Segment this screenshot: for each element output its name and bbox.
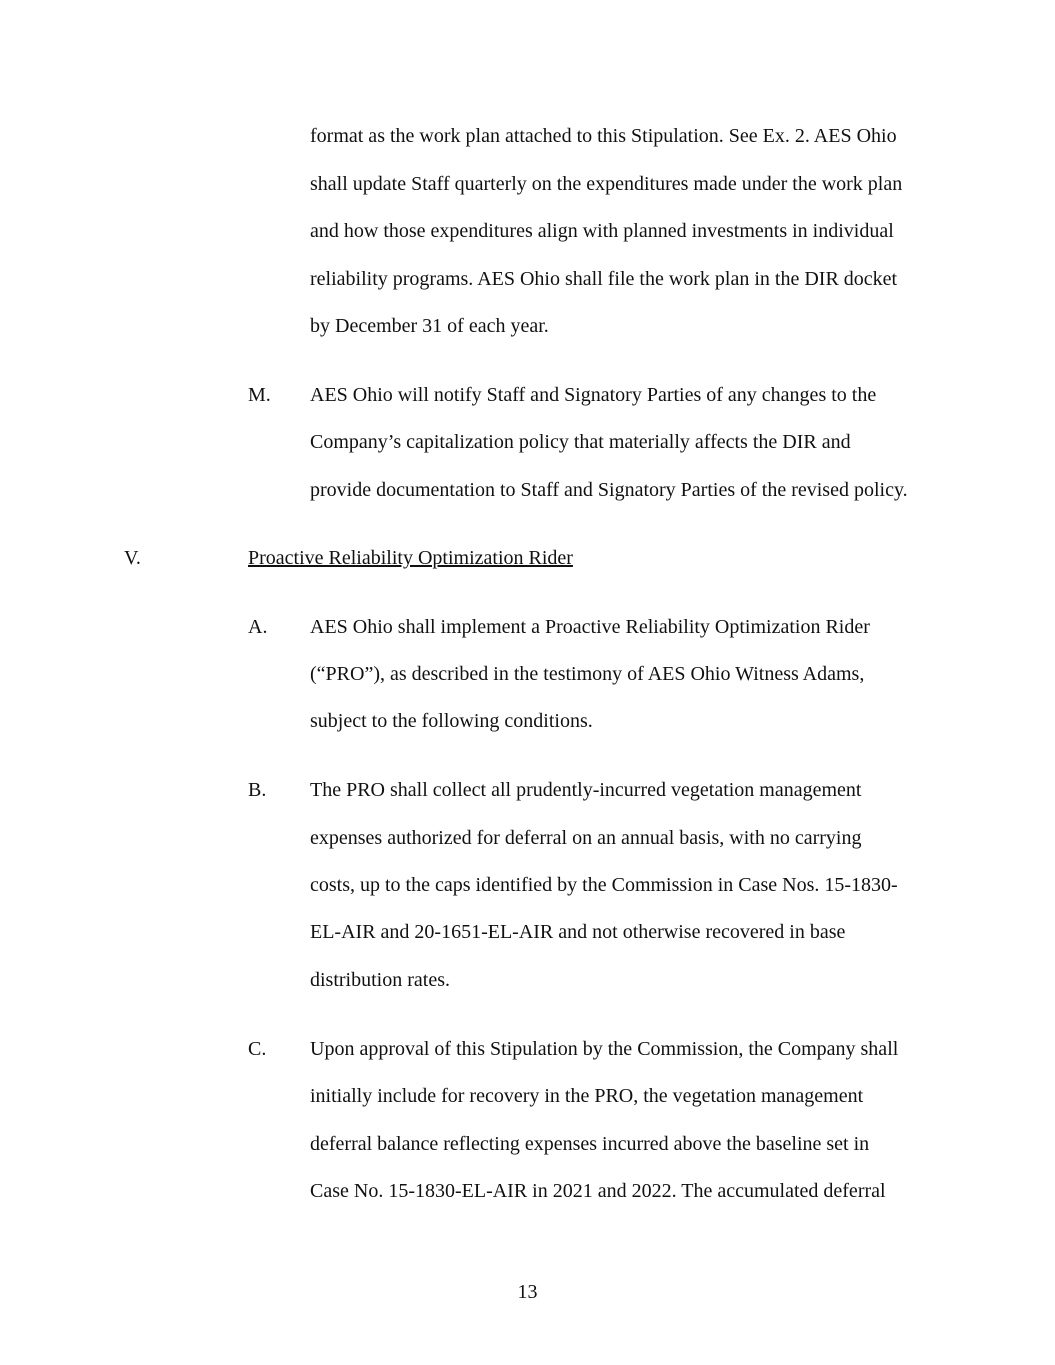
section-title: Proactive Reliability Optimization Rider xyxy=(248,547,573,569)
text-line: subject to the following conditions. xyxy=(310,710,593,732)
text-line: distribution rates. xyxy=(310,969,450,991)
item-marker: A. xyxy=(248,616,268,638)
text-line: shall update Staff quarterly on the expenditures made under the work plan xyxy=(310,173,903,195)
text-line: (“PRO”), as described in the testimony of AES Ohio Witness Adams, xyxy=(310,663,865,685)
text-line: Company’s capitalization policy that materially affects the DIR and xyxy=(310,431,851,453)
text-line: expenses authorized for deferral on an annual basis, with no carrying xyxy=(310,827,862,849)
text-line: The PRO shall collect all prudently-incurred vegetation management xyxy=(310,779,862,801)
text-line: costs, up to the caps identified by the Commission in Case Nos. 15-1830- xyxy=(310,874,898,896)
text-line: provide documentation to Staff and Signatory Parties of the revised policy. xyxy=(310,479,908,501)
page-number: 13 xyxy=(517,1281,538,1303)
item-marker: M. xyxy=(248,384,271,406)
text-line: reliability programs. AES Ohio shall file the work plan in the DIR docket xyxy=(310,268,898,290)
item-marker: C. xyxy=(248,1038,267,1060)
text-line: EL-AIR and 20-1651-EL-AIR and not otherwise recovered in base xyxy=(310,921,846,943)
item-marker: B. xyxy=(248,779,267,801)
text-line: Case No. 15-1830-EL-AIR in 2021 and 2022. The accumulated deferral xyxy=(310,1180,886,1202)
text-line: deferral balance reflecting expenses incurred above the baseline set in xyxy=(310,1133,870,1155)
text-line: AES Ohio shall implement a Proactive Reliability Optimization Rider xyxy=(310,616,870,638)
section-number: V. xyxy=(124,547,141,569)
text-line: Upon approval of this Stipulation by the Commission, the Company shall xyxy=(310,1038,899,1060)
text-line: format as the work plan attached to this Stipulation. See Ex. 2. AES Ohio xyxy=(310,125,897,147)
text-line: and how those expenditures align with planned investments in individual xyxy=(310,220,894,242)
text-line: by December 31 of each year. xyxy=(310,315,549,337)
text-line: AES Ohio will notify Staff and Signatory Parties of any changes to the xyxy=(310,384,877,406)
text-line: initially include for recovery in the PRO, the vegetation management xyxy=(310,1085,864,1107)
